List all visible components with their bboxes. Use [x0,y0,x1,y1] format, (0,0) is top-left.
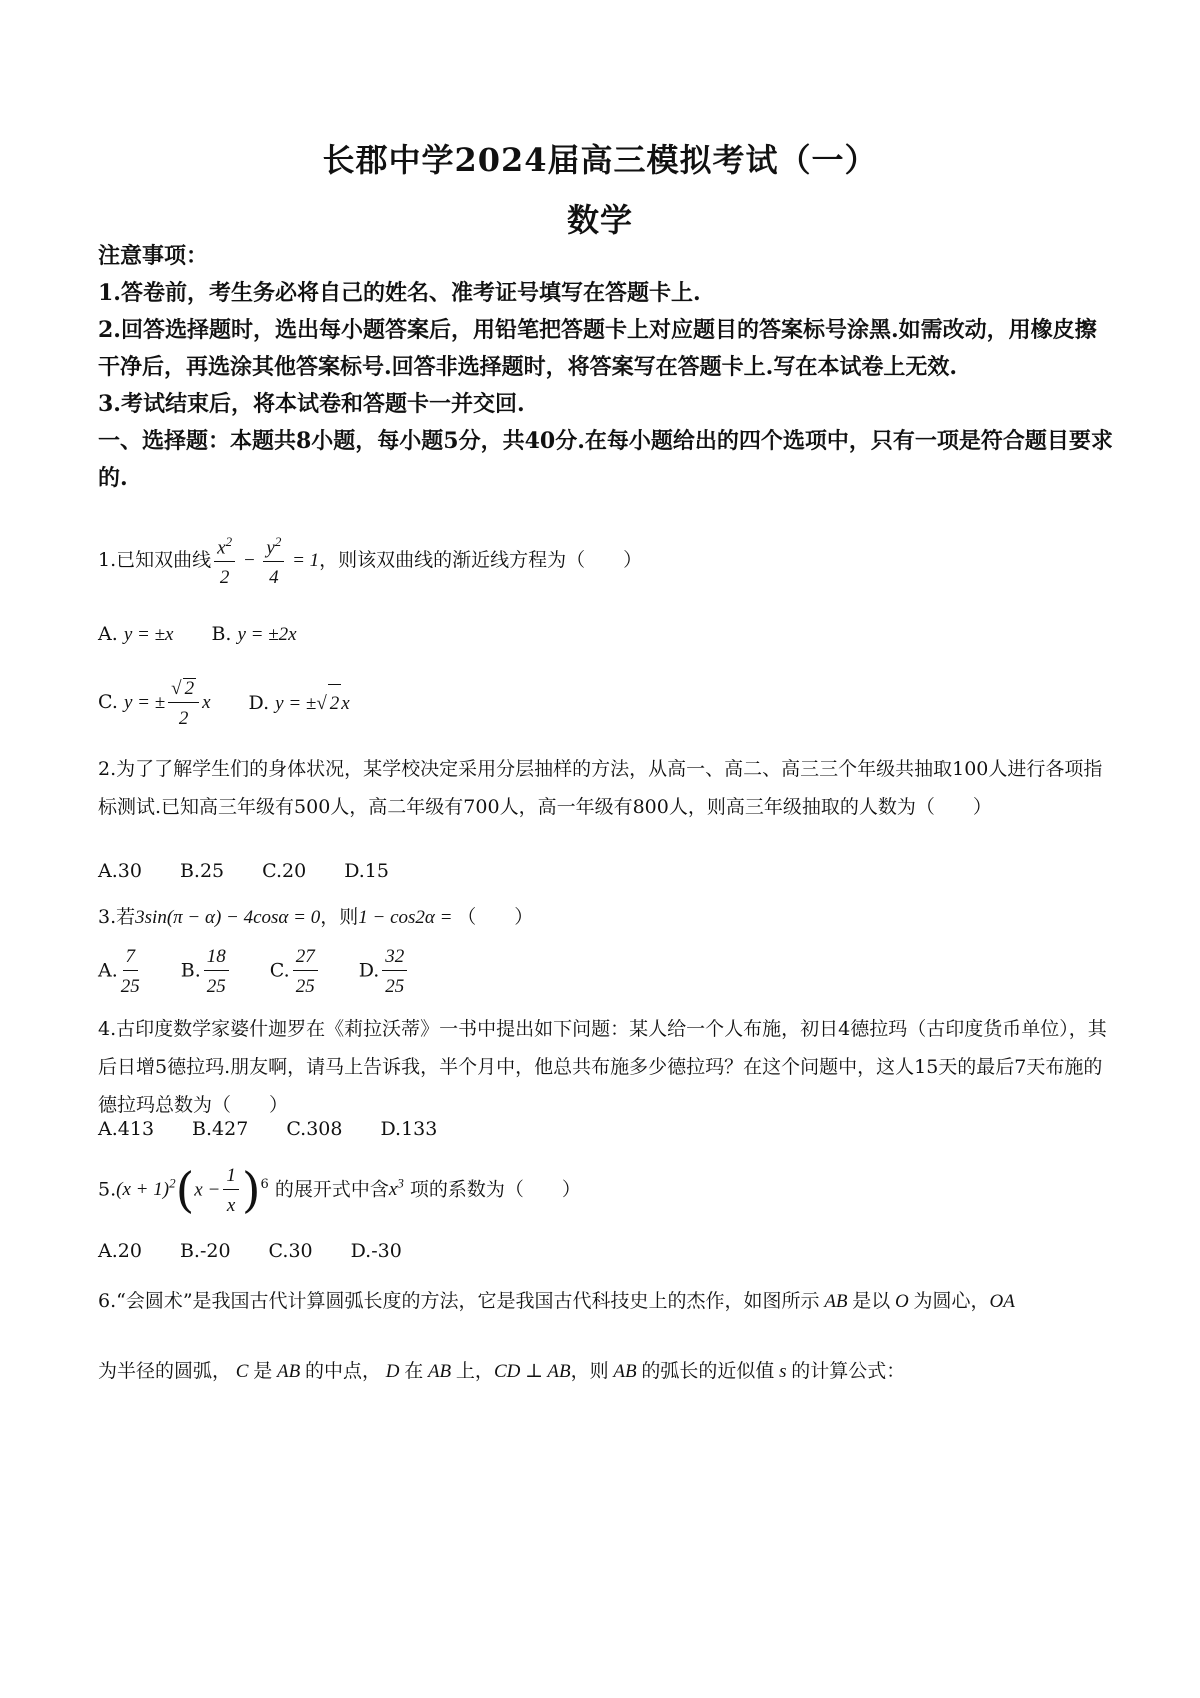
option-d[interactable]: D.-30 [350,1240,402,1262]
option-a[interactable]: A.20 [98,1240,142,1262]
option-b[interactable]: B.25 [179,860,225,882]
question-6-text: ，则 [570,1360,609,1382]
question-4-options [98,1110,1118,1148]
option-a[interactable] [98,947,143,996]
fraction: $\frac{7}{25}$ [120,946,140,997]
question-1-suffix: ，则该双曲线的渐近线方程为（ ） [319,549,643,572]
question-3-options [98,947,1118,996]
option-a[interactable]: A.413 [98,1118,155,1140]
option-a[interactable]: A. y = ±x [98,623,174,645]
question-1 [98,535,1118,587]
option-a-label: A. [98,623,118,645]
option-c[interactable]: C.30 [268,1240,313,1262]
exam-subject: 数学 [566,201,633,239]
question-1-options-row1 [98,615,1118,654]
option-a-label: A. [98,959,118,982]
exam-title: 长郡中学2024届高三模拟考试（一） [322,141,878,179]
question-6-text: 在 [404,1360,424,1382]
section-heading: 一、选择题：本题共8小题，每小题5分，共40分.在每小题给出的四个选项中，只有一项是符合题目要求的. [98,428,1113,491]
question-5-options [98,1232,1118,1270]
question-5-suffix2: 项的系数为（ ） [409,1178,581,1201]
option-c[interactable] [270,947,321,996]
fraction: $\frac{1}{x}$ [223,1166,239,1215]
instruction-item: 1.答卷前，考生务必将自己的姓名、准考证号填写在答题卡上. [98,280,701,306]
option-b[interactable] [181,947,232,996]
option-b[interactable]: B. y = ±2x [211,623,297,645]
option-a[interactable]: A.30 [98,860,142,882]
question-1-options-row2 [98,678,1118,728]
question-3-stem: 3.若3sin(π − α) − 4cosα = 0，则1 − cos2α = （ ） [98,906,534,928]
question-6-text: 的中点， [304,1360,381,1382]
fraction: $\frac{27}{25}$ [293,947,318,996]
question-6-text: 6.“会圆术”是我国古代计算圆弧长度的方法，它是我国古代科技史上的杰作，如图所示 [98,1290,820,1312]
question-6-text: 是以 [852,1290,891,1312]
question-6-text: 的计算公式： [791,1360,906,1382]
question-5 [98,1162,1118,1219]
question-6 [98,1282,1118,1321]
option-d[interactable] [359,947,411,996]
option-d-label: D. [358,959,380,982]
question-1-stem: 1.已知双曲线 $\frac{x^2}{2}$ − $\frac{y^2}{4}$ = 1，则该双曲线的渐近线方程为（ ） [98,534,643,589]
question-4 [98,1010,1118,1124]
option-d[interactable]: D.133 [380,1118,438,1140]
option-b[interactable]: B.427 [192,1118,249,1140]
question-5-stem: $5.(x + 1)^2(x$ − $\frac{1}{x}$ )$^6$ 的展开式中含$x^3$ 项的系数为（ ） [98,1162,581,1219]
question-6-line1: 6.“会圆术”是我国古代计算圆弧长度的方法，它是我国古代科技史上的杰作，如图所示 AB 是以 O 为圆心，OA [98,1290,1015,1312]
option-c-label: C. [269,959,290,982]
option-c-label: C. [98,691,118,713]
instructions-heading: 注意事项： [98,243,209,269]
fraction: $\frac{32}{25}$ [382,947,407,996]
option-b-label: B. [180,959,201,982]
question-6-text: 为半径的圆弧， [98,1360,232,1382]
question-5-suffix: 的展开式中含 [274,1178,389,1201]
question-5-prefix: 5. [98,1178,117,1201]
option-d[interactable]: D.15 [344,860,389,882]
question-6-line2 [98,1352,1118,1391]
question-6-text: 是 [253,1360,273,1382]
option-b[interactable]: B.-20 [179,1240,231,1262]
question-2 [98,750,1118,826]
option-d-label: D. [248,691,270,714]
question-2-stem: 2.为了了解学生们的身体状况，某学校决定采用分层抽样的方法，从高一、高二、高三三个年级共抽取100人进行各项指标测试.已知高三年级有500人，高二年级有700人，高一年级有800人，则高三年级抽取的人数为（ ） [98,758,1103,818]
instructions [98,238,1118,497]
question-6-text: 上， [455,1360,494,1382]
question-6-text: 为圆心， [913,1290,990,1312]
question-1-prefix: 1.已知双曲线 [98,549,212,572]
fraction: $\frac{x^2}{2}$ [214,535,235,587]
question-2-options [98,852,1118,890]
fraction: $\frac{y^2}{4}$ [263,535,284,587]
fraction: $\frac{18}{25}$ [204,947,229,996]
question-3-prefix: 3.若 [98,906,136,928]
instruction-item: 3.考试结束后，将本试卷和答题卡一并交回. [98,391,525,417]
option-c[interactable]: C.308 [286,1118,343,1140]
question-6-text: 的弧长的近似值 [641,1360,775,1382]
question-3-mid: ，则 [320,906,359,928]
fraction: $\frac{√ 2}{2}$ [168,678,199,728]
question-4-stem: 4.古印度数学家婆什迦罗在《莉拉沃蒂》一书中提出如下问题：某人给一个人布施，初日4德拉玛（古印度货币单位），其后日增5德拉玛.朋友啊，请马上告诉我，半个月中，他总共布施多少德拉玛？在这个问题中，这人15天的最后7天布施的德拉玛总数为（ ） [98,1018,1107,1116]
instruction-item: 2.回答选择题时，选出每小题答案后，用铅笔把答题卡上对应题目的答案标号涂黑.如需改动，用橡皮擦干净后，再选涂其他答案标号.回答非选择题时，将答案写在答题卡上.写在本试卷上无效. [98,317,1097,380]
question-3-suffix: （ ） [457,906,534,928]
option-c[interactable]: C. y = ± $\frac{√ 2}{2}$ x [98,678,211,729]
option-d[interactable]: D. y = ±√ 2 x [249,684,350,723]
option-c[interactable]: C.20 [262,860,307,882]
question-6-line2-text: 为半径的圆弧， C 是 AB 的中点， D 在 AB 上，CD ⊥ AB，则 AB 的弧长的近似值 s 的计算公式： [98,1360,906,1382]
question-3 [98,898,1118,937]
option-b-label: B. [211,623,232,645]
